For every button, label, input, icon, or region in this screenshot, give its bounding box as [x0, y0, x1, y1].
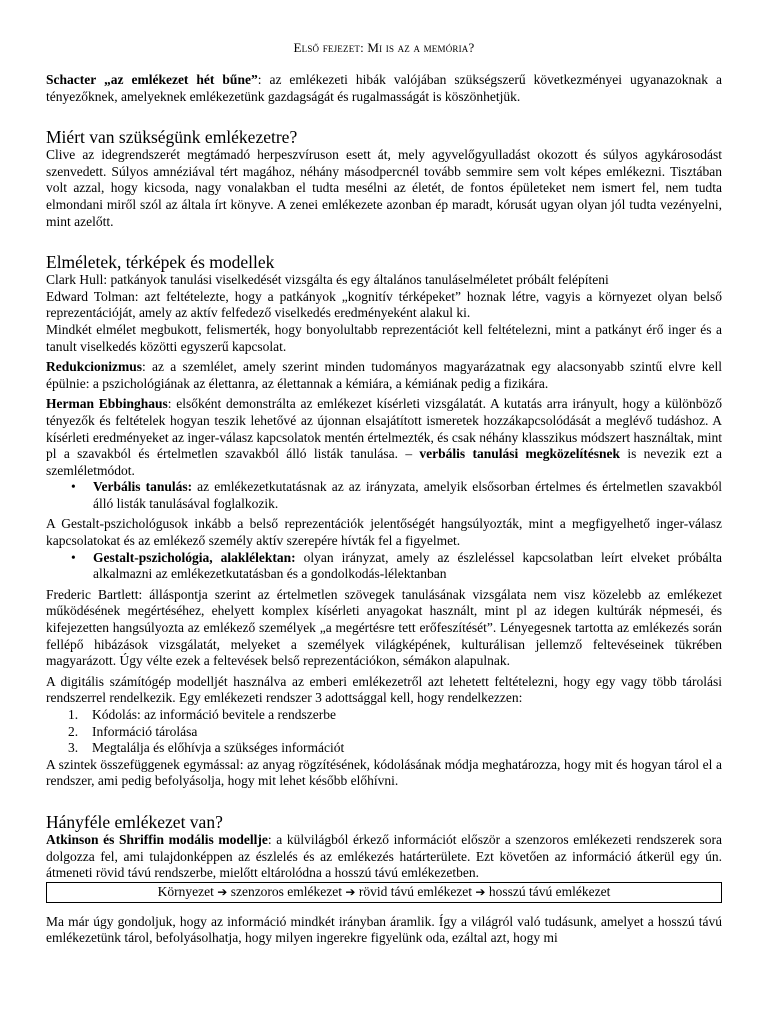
both-theories-paragraph: Mindkét elmélet megbukott, felismerték, hogy bonyolultabb reprezentációt kell feltételezni, mint a patkányt érő inger és a tanult viselkedés közötti egyszerű kapcsolat.: [46, 321, 722, 354]
section-heading-theories: Elméletek, térképek és modellek: [46, 252, 275, 273]
bullet-icon: •: [71, 479, 76, 495]
reductionism-paragraph: [46, 359, 722, 392]
arrow-right-icon: ➔: [217, 884, 228, 899]
ebbinghaus-tail: is nevezik ezt a szemléletmódot.: [46, 446, 722, 478]
section-heading-memory-types: Hányféle emlékezet van?: [46, 811, 223, 832]
intro-term: Schacter „az emlékezet hét bűne”: [46, 72, 258, 87]
flow-step: rövid távú emlékezet: [358, 883, 473, 899]
intro-paragraph: [46, 72, 722, 105]
memory-flow-box: [46, 882, 722, 903]
gestalt-term: Gestalt-pszichológia, alaklélektan:: [93, 549, 296, 565]
digital-computer-paragraph: A digitális számítógép modelljét használva az emberi emlékezetről azt lehetett feltételezni, hogy egy vagy több tárolási rendszerrel rendelkezik. Egy emlékezeti rendszer 3 adottsággal kell, hogy rendelkezzen:: [46, 673, 722, 706]
gestalt-paragraph: A Gestalt-pszichológusok inkább a belső reprezentációk jelentőségét hangsúlyozták, mint a megfigyelhető inger-válasz kapcsolatokat és az emlékező személy aktív szerepére hívták fel a figyelmet.: [46, 516, 722, 549]
reductionism-term: Redukcionizmus: [46, 359, 143, 375]
clive-paragraph: Clive az idegrendszerét megtámadó herpeszvíruson esett át, mely agyvelőgyulladást okozott és súlyos agykárosodást szenvedett. Súlyos amnéziával tért magához, néhány másodpercnél tovább semmire sem volt képes emlékezni. Tisztában volt azzal, hogy kicsoda, nagy vonalakban el tudta mesélni az életét, de fontos épületeket nem ismert fel, nem tudta elmondani miről szól az általa írt könyve. A zenei emlékezete azonban ép maradt, kórusát ugyan olyan jól tudta vezényelni, mint azelőtt.: [46, 147, 722, 229]
atkinson-paragraph: [46, 832, 722, 882]
ebbinghaus-text: : elsőként demonstrálta az emlékezet kísérleti vizsgálatát. A kutatás arra irányult, hogy a különböző tényezők és feltételek hogyan teszik lehetővé az újonnan elsajátított ismeretek hozzákapcsolódását a meglévő tudáshoz. A kísérleti eredményeket az inger-válasz kapcsolatok mentén értelmezték, és csak néhány klasszikus módszert használtak, mint pl a szavakból és értelmetlen szavakból álló listák tanulása. –: [46, 396, 722, 462]
verbal-learning-term: Verbális tanulás:: [93, 479, 193, 495]
hull-paragraph: Clark Hull: patkányok tanulási viselkedését vizsgálta és egy általános tanuláselméletet próbált felépíteni: [46, 272, 609, 288]
flow-step: hosszú távú emlékezet: [488, 883, 611, 899]
atkinson-text: : a külvilágból érkező információt először a szenzoros emlékezeti rendszerek sora dolgozza fel, ami tulajdonképpen az észlelés és az emlékezés határterülete. Ezt követően az információ átkerül egy ún. átmeneti rövid távú rendszerbe, mielőtt eltárolódna a hosszú távú emlékezetben.: [46, 831, 722, 881]
flow-step: Környezet: [157, 883, 214, 899]
list-item: 3. Megtalálja és előhívja a szükséges információt: [68, 740, 345, 756]
verbal-learning-text: az emlékezetkutatásnak az az irányzata, amelyik elsősorban értelmes és értelmetlen szavakból álló listák tanulásával foglalkozik.: [93, 479, 722, 511]
atkinson-term: Atkinson és Shriffin modális modellje: [46, 831, 268, 847]
verbal-approach-term: verbális tanulási megközelítésnek: [419, 446, 621, 462]
list-item: 2. Információ tárolása: [68, 723, 198, 739]
bidirectional-paragraph: Ma már úgy gondoljuk, hogy az információ mindkét irányban áramlik. Így a világról való tudásunk, amelyet a hosszú távú emlékezetünk tárol, befolyásolhatja, hogy milyen ingerekre figyelünk oda, ezáltal azt, hogy mi: [46, 913, 722, 946]
flow-step: szenzoros emlékezet: [230, 883, 343, 899]
ebbinghaus-term: Herman Ebbinghaus: [46, 396, 168, 412]
bullet-gestalt: [46, 550, 722, 583]
section-heading-why-memory: Miért van szükségünk emlékezetre?: [46, 127, 298, 148]
reductionism-text: : az a szemlélet, amely szerint minden tudományos magyarázatnak egy alacsonyabb szintű elvre kell épülnie: a pszichológiának az élettanra, az élettannak a kémiára, a kémiának pedig a fizikára.: [46, 359, 722, 391]
gestalt-text: olyan irányzat, amely az észleléssel kapcsolatban leírt elveket próbálta alkalmazni az emlékezetkutatásban és a gondolkodás-lélektanban: [93, 549, 722, 582]
ebbinghaus-paragraph: [46, 396, 722, 479]
tolman-paragraph: Edward Tolman: azt feltételezte, hogy a patkányok „kognitív térképeket” hoznak létre, vagyis a környezet olyan belső reprezentációját, amely az aktív felfedező viselkedés eredményeként alakul ki.: [46, 288, 722, 321]
list-item: 1. Kódolás: az információ bevitele a rendszerbe: [68, 707, 337, 722]
chapter-title: Első fejezet: Mi is az a memória?: [293, 40, 475, 55]
arrow-right-icon: ➔: [475, 884, 486, 899]
levels-paragraph: A szintek összefüggenek egymással: az anyag rögzítésének, kódolásának módja meghatározza, hogy mit és hogyan tárol el a rendszer, ami pedig befolyásolja, hogy mit lehet később előhívni.: [46, 756, 722, 789]
bullet-verbal-learning: [46, 479, 722, 512]
bartlett-paragraph: Frederic Bartlett: álláspontja szerint az értelmetlen szövegek tanulásának vizsgálata nem visz közelebb az emlékezet működésének megértéséhez, ehelyett komplex kísérleti anyagokat használt, mint pl az idegen kultúrák népmeséi, és kifejezetten hangsúlyozta az emlékező személyek „a megértésre tett erőfeszítését”. Lényegesnek tartotta az emlékezés során fellépő hibázások vizsgálatát, melyeket a személyek világképének, kulturálisan jellemző feltevéseinek tükrében magyarázott. Úgy vélte ezek a feltevések belső reprezentációkon, sémákon alapulnak.: [46, 586, 722, 669]
intro-text: : az emlékezeti hibák valójában szükségszerű következményei ugyanazoknak a tényezőknek, amelyeknek emlékezetünk gazdagságát és rugalmasságát is köszönhetjük.: [46, 72, 722, 104]
memory-system-list: [46, 707, 722, 757]
bullet-icon: •: [71, 549, 76, 565]
arrow-right-icon: ➔: [345, 884, 356, 899]
